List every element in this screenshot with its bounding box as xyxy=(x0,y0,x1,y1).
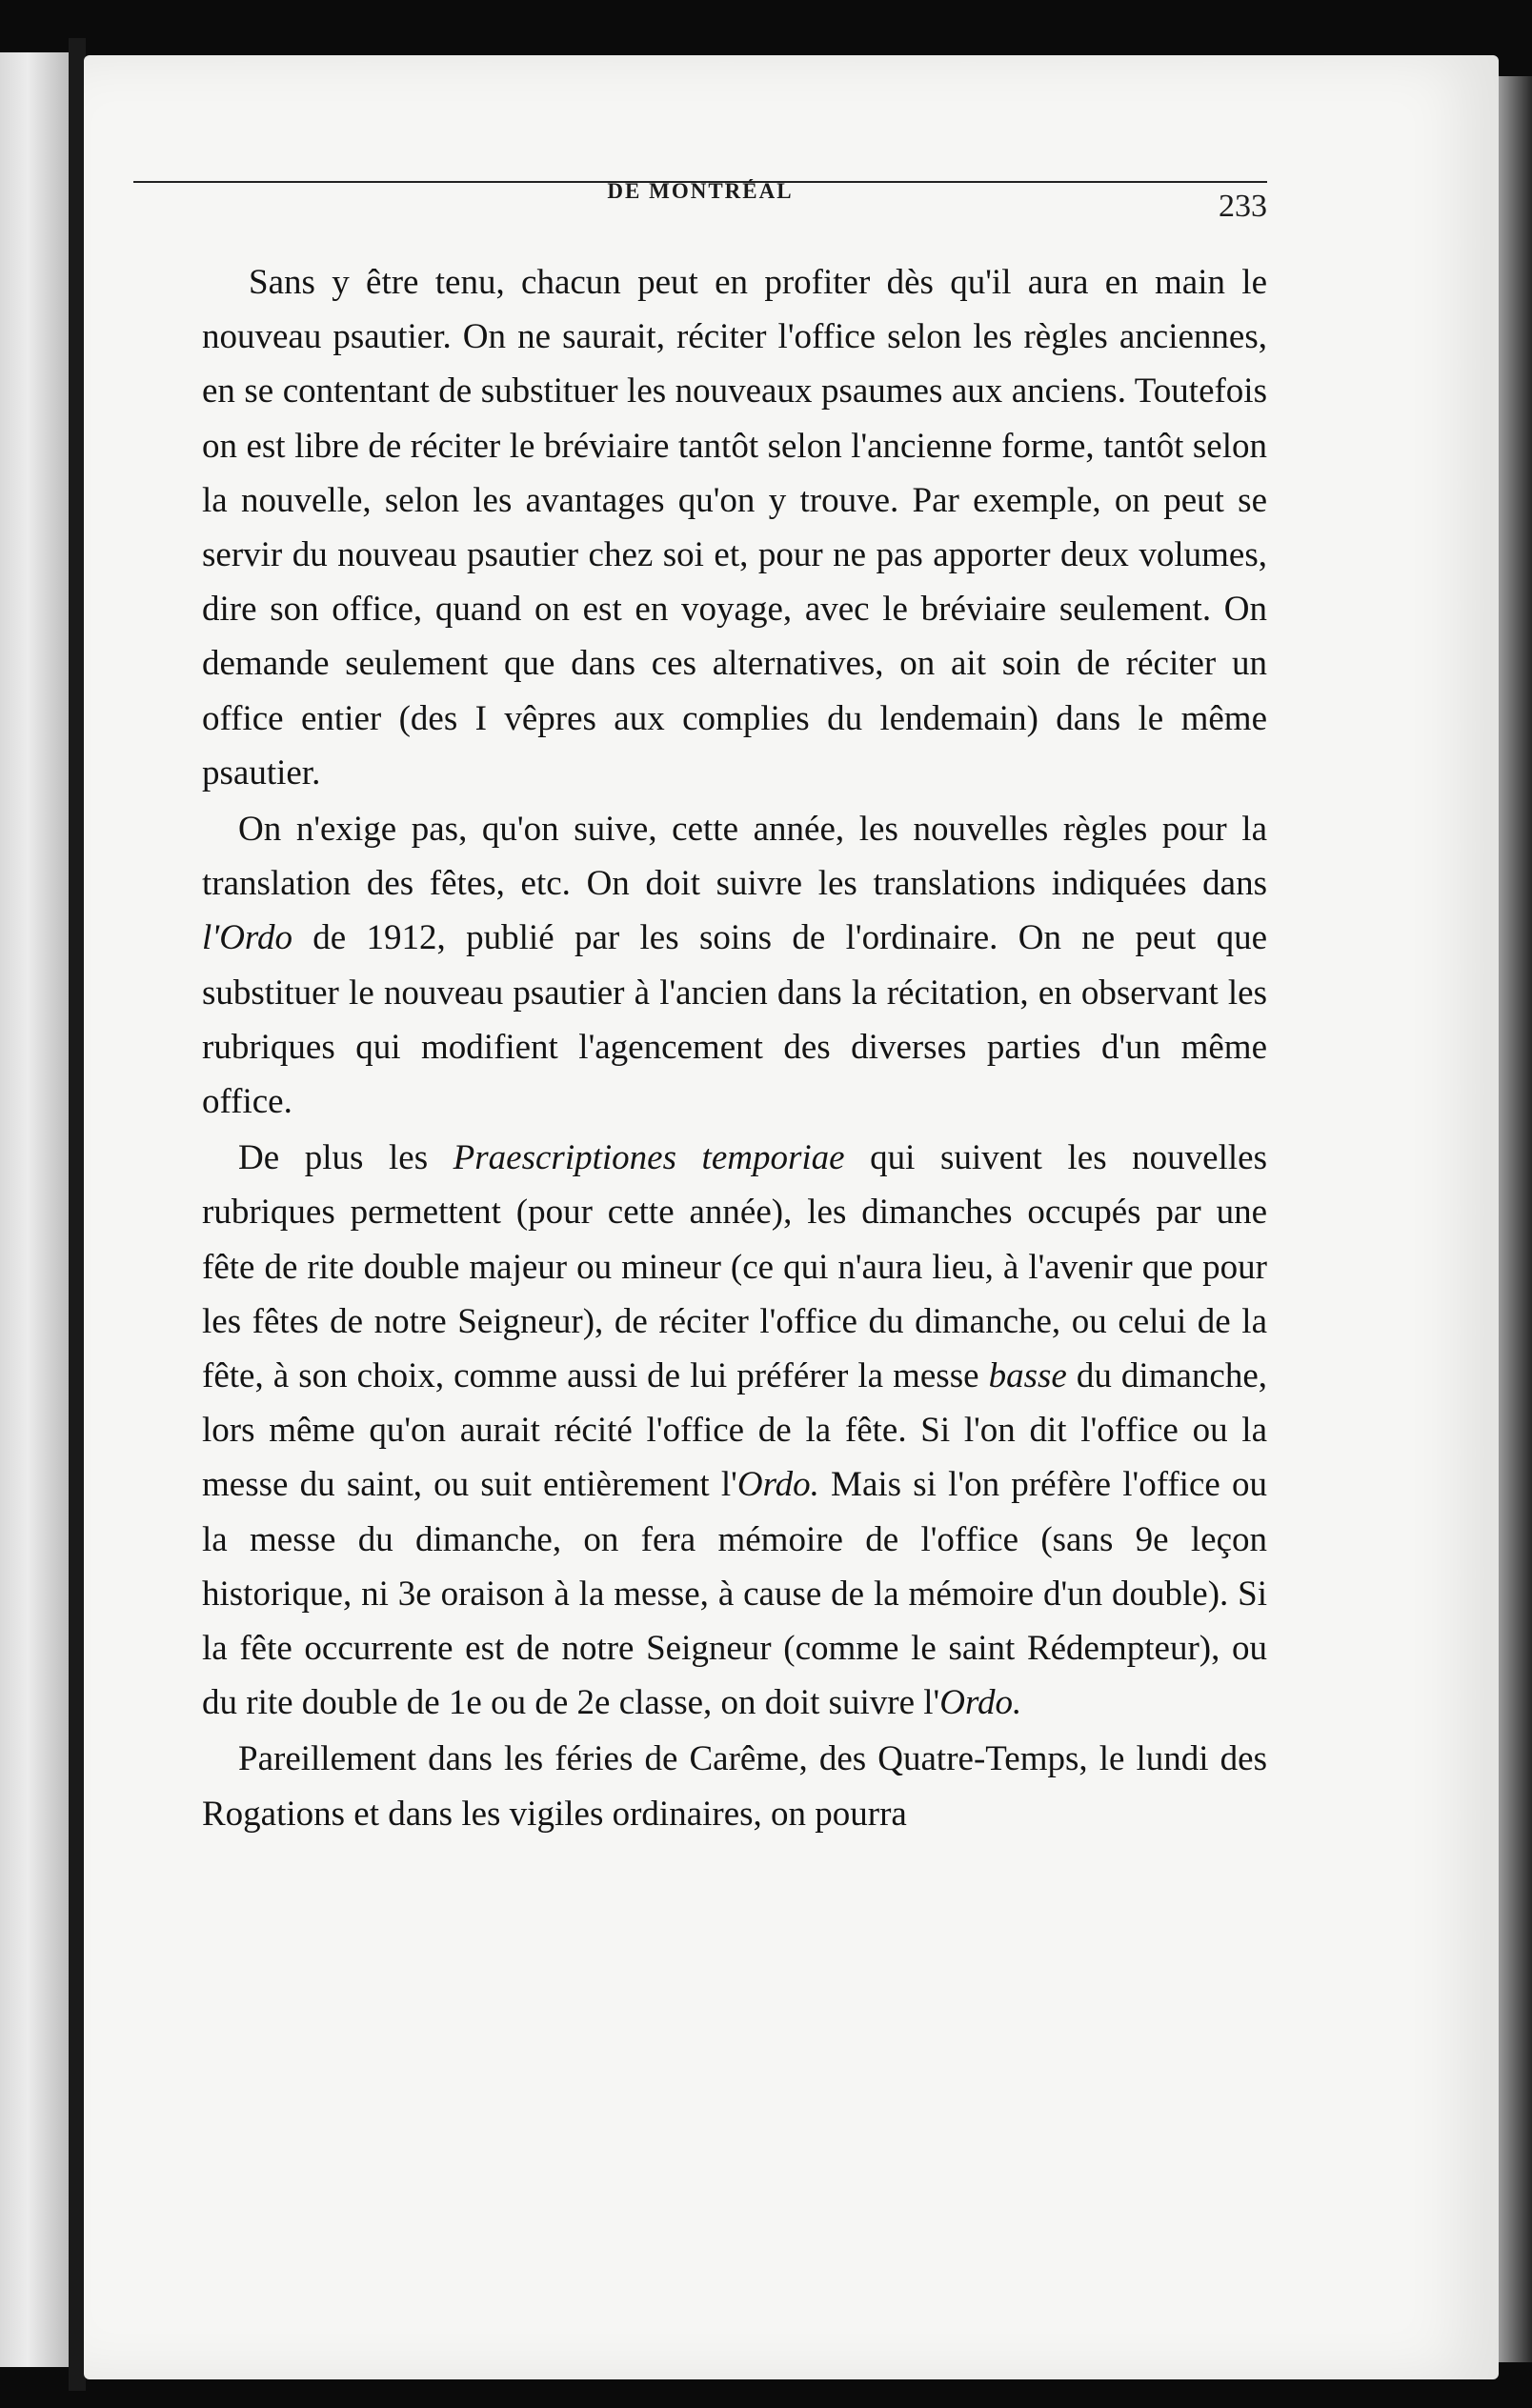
left-page-edge xyxy=(0,52,69,2367)
text-run: On n'exige pas, qu'on suive, cette année, les nouvelles règles pour la translation des fêtes, etc. On doit suivre les translations indiquées dans xyxy=(202,810,1267,904)
text-run: De plus les xyxy=(238,1138,454,1178)
running-header xyxy=(133,124,1267,224)
italic-text: Ordo. xyxy=(736,1465,819,1505)
paragraph xyxy=(202,1732,1267,1840)
italic-text: Praescriptiones temporiae xyxy=(453,1138,845,1178)
paragraph xyxy=(202,802,1267,1129)
paragraph xyxy=(202,1131,1267,1730)
page-number: 233 xyxy=(1219,189,1267,224)
text-run: Pareillement dans les féries de Carême, des Quatre-Temps, le lundi des Rogations et dans les vigiles ordinaires, on pourra xyxy=(202,1739,1267,1834)
italic-text: basse xyxy=(988,1356,1067,1396)
italic-text: Ordo. xyxy=(939,1683,1022,1723)
paragraph xyxy=(202,255,1267,800)
right-page-edge xyxy=(1499,76,1532,2362)
body-text xyxy=(202,255,1267,1841)
text-run: Sans y être tenu, chacun peut en profiter dès qu'il aura en main le nouveau psautier. On ne saurait, réciter l'office selon les règles anciennes, en se contentant de substituer les nouveaux psaumes aux anciens. Toutefois on est libre de réciter le bréviaire tantôt selon l'ancienne forme, tantôt selon la nouvelle, selon les avantages qu'on y trouve. Par exemple, on peut se servir du nouveau psautier chez soi et, pour ne pas apporter deux volumes, dire son office, quand on est en voyage, avec le bréviaire seulement. On demande seulement que dans ces alternatives, on ait soin de réciter un office entier (des I vêpres aux complies du lendemain) dans le même psautier. xyxy=(202,263,1267,793)
text-run: de 1912, publié par les soins de l'ordinaire. On ne peut que substituer le nouveau psautier à l'ancien dans la récitation, en observant les rubriques qui modifient l'agencement des diverses parties d'un même office. xyxy=(202,918,1267,1122)
italic-text: l'Ordo xyxy=(202,918,292,958)
text-run: du dimanche, lors même qu'on aurait récité l'office de la fête. Si l'on dit l'office ou la messe du saint, ou suit entièrement l' xyxy=(202,1356,1267,1505)
text-run: qui suivent les nouvelles rubriques permettent (pour cette année), les dimanches occupés par une fête de rite double majeur ou mineur (ce qui n'aura lieu, à l'avenir que pour les fêtes de notre Seigneur), de réciter l'office du dimanche, ou celui de la fête, à son choix, comme aussi de lui préférer la messe xyxy=(202,1138,1267,1396)
text-run: Mais si l'on préfère l'office ou la messe du dimanche, on fera mémoire de l'office (sans 9e leçon historique, ni 3e oraison à la messe, à cause de la mémoire d'un double). Si la fête occurrente est de notre Seigneur (comme le saint Rédempteur), ou du rite double de 1e ou de 2e classe, on doit suivre l' xyxy=(202,1465,1267,1723)
running-title: DE MONTRÉAL xyxy=(607,179,794,203)
